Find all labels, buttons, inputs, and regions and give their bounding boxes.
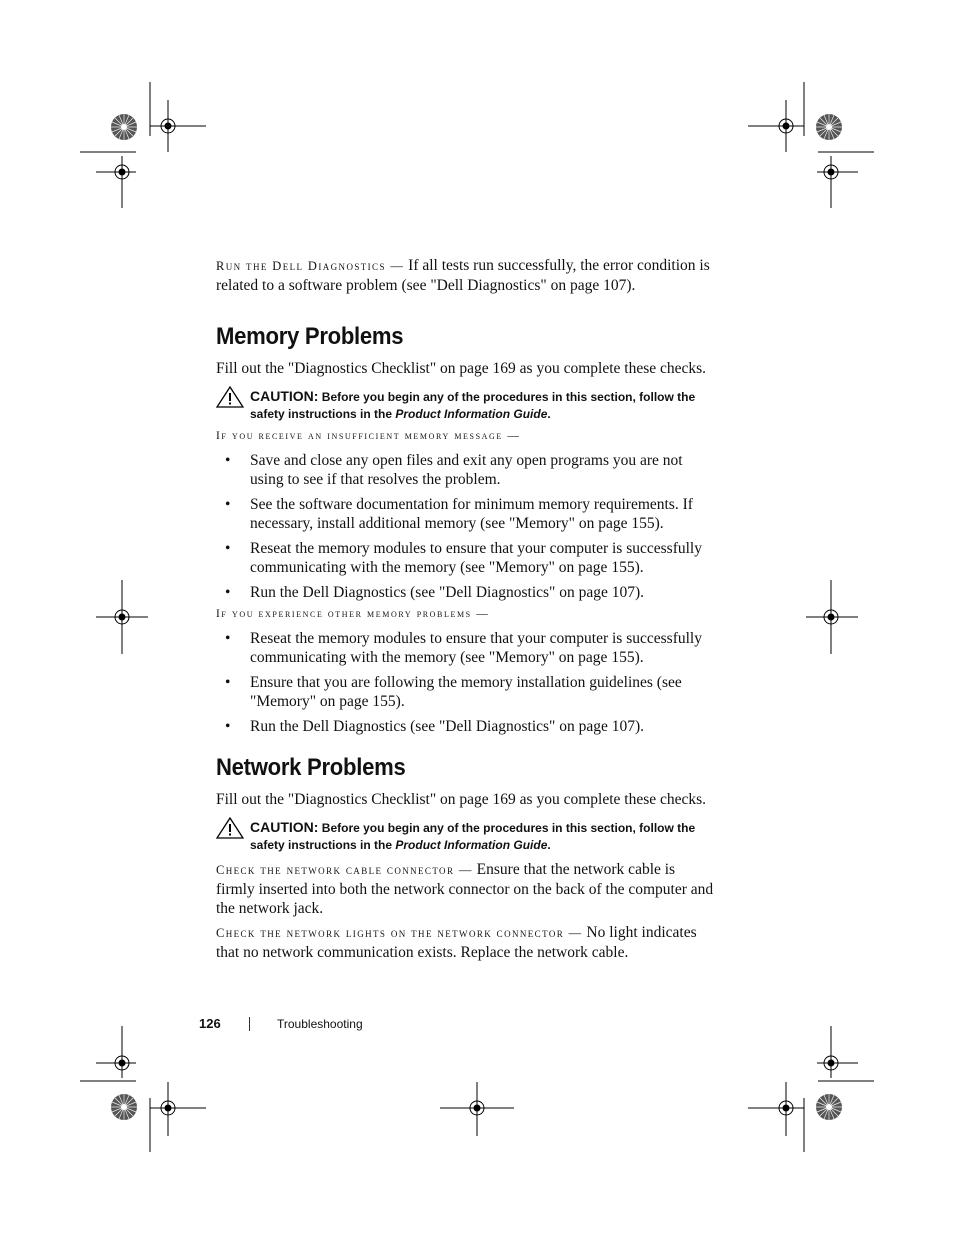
caution-end: . <box>547 407 551 421</box>
footer-divider <box>249 1017 250 1031</box>
memory-list-other <box>216 629 716 736</box>
caution-text: Before you begin any of the procedures in this section, follow the safety instructions in the <box>250 390 696 421</box>
list-item: • Reseat the memory modules to ensure that your computer is successfully communicating with the memory (see "Memory" on page 155). <box>225 540 702 576</box>
check-cable-runhead: Check the network cable connector — <box>216 863 473 877</box>
caution-label: CAUTION: <box>250 819 319 835</box>
list-item: • Run the Dell Diagnostics (see "Dell Diagnostics" on page 107). <box>225 718 645 735</box>
caution-guide-title: Product Information Guide <box>395 838 548 852</box>
intro-runhead: Run the Dell Diagnostics — <box>216 259 405 273</box>
check-lights-runhead: Check the network lights on the network connector — <box>216 926 583 940</box>
warning-triangle-icon <box>216 386 244 408</box>
page-content <box>216 256 716 962</box>
network-intro: Fill out the "Diagnostics Checklist" on page 169 as you complete these checks. <box>216 791 707 808</box>
page-number: 126 <box>199 1016 221 1031</box>
list-item: • Run the Dell Diagnostics (see "Dell Diagnostics" on page 107). <box>225 584 645 601</box>
caution-text: Before you begin any of the procedures in this section, follow the safety instructions in the <box>250 821 696 852</box>
caution-guide-title: Product Information Guide <box>395 407 548 421</box>
warning-triangle-icon <box>216 817 244 839</box>
memory-intro: Fill out the "Diagnostics Checklist" on page 169 as you complete these checks. <box>216 360 707 377</box>
list-item: • Save and close any open files and exit any open programs you are not using to see if that resolves the problem. <box>225 452 683 488</box>
footer-section-title: Troubleshooting <box>277 1017 363 1031</box>
caution-end: . <box>547 838 551 852</box>
network-check-cable <box>216 860 716 918</box>
network-heading: Network Problems <box>216 754 406 781</box>
intro-paragraph <box>216 256 716 295</box>
intro-text: If all tests run successfully, the error condition is related to a software problem (see "Dell Diagnostics" on page 107). <box>216 257 710 294</box>
check-cable-text: Ensure that the network cable is firmly inserted into both the network connector on the back of the computer and the network jack. <box>216 861 714 917</box>
network-check-lights <box>216 923 716 962</box>
memory-list-insufficient <box>216 451 716 602</box>
memory-subhead-insufficient: If you receive an insufficient memory message — <box>216 430 521 442</box>
list-item: • Ensure that you are following the memory installation guidelines (see "Memory" on page 155). <box>225 674 682 710</box>
caution-label: CAUTION: <box>250 388 319 404</box>
check-lights-text: No light indicates that no network communication exists. Replace the network cable. <box>216 924 697 961</box>
memory-caution <box>216 388 716 423</box>
network-caution <box>216 819 716 854</box>
list-item: • Reseat the memory modules to ensure that your computer is successfully communicating with the memory (see "Memory" on page 155). <box>225 630 702 666</box>
list-item: • See the software documentation for minimum memory requirements. If necessary, install additional memory (see "Memory" on page 155). <box>225 496 693 532</box>
memory-subhead-other: If you experience other memory problems — <box>216 608 490 620</box>
memory-heading: Memory Problems <box>216 323 404 350</box>
